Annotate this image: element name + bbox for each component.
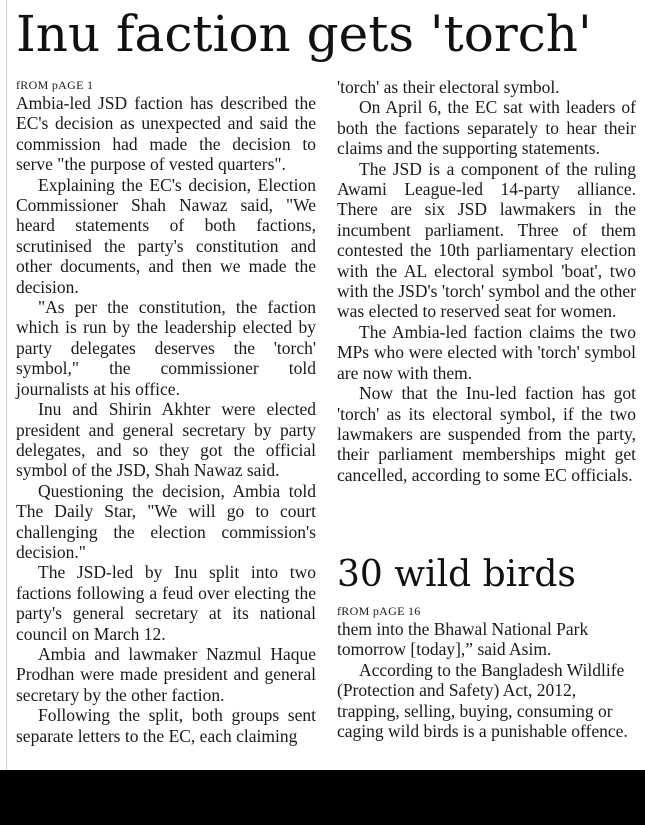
paragraph: Inu and Shirin Akhter were elected president and general secretary by party delegates, and so they got the official symbol of the JSD, Shah Nawaz said. bbox=[16, 399, 316, 481]
paragraph: "As per the constitution, the faction which is run by the leadership elected by party delegates deserves the 'torch' symbol," the commissioner told journalists at his office. bbox=[16, 297, 316, 399]
paragraph: According to the Bangladesh Wildlife (Protection and Safety) Act, 2012, trapping, selling, buying, consuming or caging wild birds is a punishable offence. bbox=[337, 659, 628, 742]
story1-column-1 bbox=[16, 78, 316, 746]
paragraph: Following the split, both groups sent separate letters to the EC, each claiming bbox=[16, 705, 316, 746]
paragraph: Ambia-led JSD faction has described the EC's decision as unexpected and said the commission had made the decision to serve "the purpose of vested quarters". bbox=[16, 93, 316, 175]
paragraph: On April 6, the EC sat with leaders of both the factions separately to hear their claims and the supporting statements. bbox=[337, 97, 636, 159]
paragraph: The JSD is a component of the ruling Awami League-led 14-party alliance. There are six JSD lawmakers in the incumbent parliament. Three of them contested the 10th parliamentary election with the AL electoral symbol 'boat', two with the JSD's 'torch' symbol and the other was elected to reserved seat for women. bbox=[337, 158, 636, 322]
column-rule bbox=[6, 0, 7, 770]
paragraph: Explaining the EC's decision, Election Commissioner Shah Nawaz said, "We heard statements of both factions, scrutinised the party's constitution and other documents, and then we made the decision. bbox=[16, 174, 316, 297]
paragraph: The JSD-led by Inu split into two factions following a feud over electing the party's general secretary at its national council on March 12. bbox=[16, 562, 316, 644]
paragraph: them into the Bhawal National Park tomorrow [today],” said Asim. bbox=[337, 619, 589, 660]
story1-column-2 bbox=[337, 77, 636, 485]
continued-from-label: fROM pAGE 16 bbox=[337, 604, 421, 618]
story2-column bbox=[337, 604, 636, 741]
paragraph: The Ambia-led faction claims the two MPs who were elected with 'torch' symbol are now with them. bbox=[337, 321, 636, 383]
main-headline: Inu faction gets 'torch' bbox=[16, 5, 592, 63]
secondary-headline: 30 wild birds bbox=[337, 554, 576, 595]
continued-from-label: fROM pAGE 1 bbox=[16, 78, 94, 92]
paragraph: Now that the Inu-led faction has got 'torch' as its electoral symbol, if the two lawmakers are suspended from the party, their parliament memberships might get cancelled, according to some EC officials. bbox=[337, 383, 636, 485]
paragraph: 'torch' as their electoral symbol. bbox=[337, 77, 560, 97]
paragraph: Questioning the decision, Ambia told The Daily Star, "We will go to court challenging the election commission's decision." bbox=[16, 480, 316, 562]
paragraph: Ambia and lawmaker Nazmul Haque Prodhan were made president and general secretary by the other faction. bbox=[16, 643, 316, 705]
black-border-band bbox=[0, 770, 645, 825]
